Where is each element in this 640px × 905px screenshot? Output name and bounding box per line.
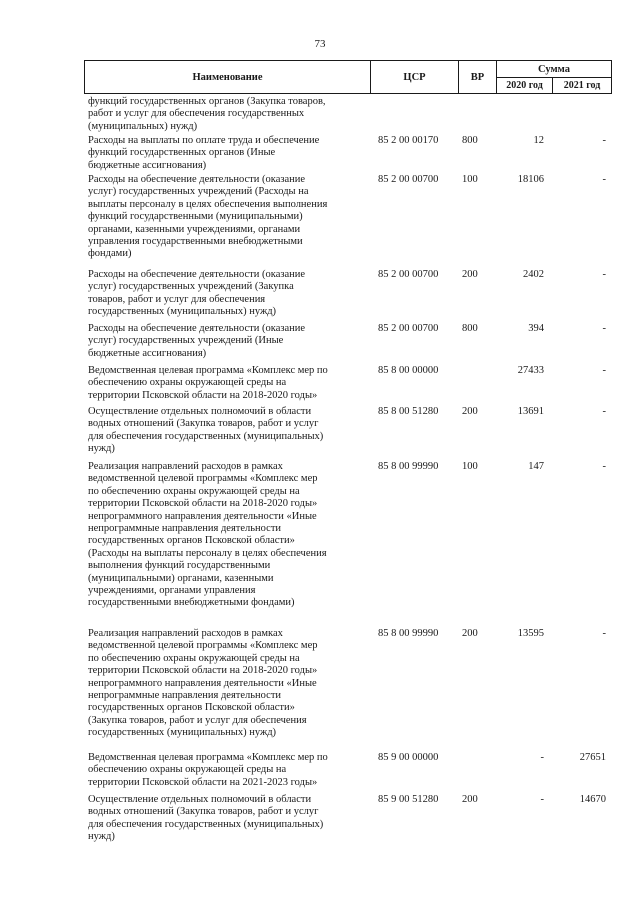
row-vr: 200 <box>462 628 478 639</box>
row-sum-2020: - <box>540 794 544 805</box>
header-sum: Сумма <box>497 61 611 78</box>
row-vr: 800 <box>462 323 478 334</box>
row-sum-2021: - <box>602 406 606 417</box>
row-vr: 100 <box>462 174 478 185</box>
row-csr: 85 8 00 00000 <box>378 365 439 376</box>
row-vr: 200 <box>462 794 478 805</box>
row-sum-2021: - <box>602 365 606 376</box>
row-name: Осуществление отдельных полномочий в области водных отношений (Закупка товаров, работ и услуг для обеспечения государственных (муниципальных) нужд) <box>88 406 324 455</box>
row-name: Расходы на обеспечение деятельности (оказание услуг) государственных учреждений (Расходы на выплаты персоналу в целях обеспечения выполнения функций государственными (муниципальными) органами, казенными учреждениями, органами управления государственными внебюджетными фондами) <box>88 174 328 260</box>
header-year-2020: 2020 год <box>497 78 553 93</box>
row-sum-2020: 18106 <box>517 174 544 185</box>
row-vr: 100 <box>462 461 478 472</box>
row-sum-2020: 27433 <box>517 365 544 376</box>
table-header <box>84 60 612 94</box>
row-sum-2021: 14670 <box>579 794 606 805</box>
row-csr: 85 2 00 00700 <box>378 269 439 280</box>
row-sum-2021: - <box>602 461 606 472</box>
row-sum-2020: 147 <box>528 461 544 472</box>
row-sum-2020: - <box>540 752 544 763</box>
row-sum-2021: - <box>602 135 606 146</box>
row-sum-2020: 394 <box>528 323 544 334</box>
row-csr: 85 9 00 00000 <box>378 752 439 763</box>
header-vr: ВР <box>459 61 497 93</box>
row-sum-2021: - <box>602 628 606 639</box>
row-sum-2021: 27651 <box>579 752 606 763</box>
row-sum-2020: 13691 <box>517 406 544 417</box>
row-name: функций государственных органов (Закупка товаров, работ и услуг для обеспечения государственных (муниципальных) нужд) <box>88 96 326 132</box>
header-year-2021: 2021 год <box>563 80 601 91</box>
row-name: Реализация направлений расходов в рамках ведомственной целевой программы «Комплекс мер по обеспечению охраны окружающей среды на территории Псковской области на 2018-2020 годы» непрограммного направления деятельности «Иные непрограммные направления деятельности государственных органов Псковской области» (Закупка товаров, работ и услуг для обеспечения государственных (муниципальных) нужд) <box>88 628 318 739</box>
row-csr: 85 2 00 00700 <box>378 323 439 334</box>
row-name: Расходы на выплаты по оплате труда и обеспечение функций государственных органов (Иные бюджетные ассигнования) <box>88 135 320 171</box>
row-sum-2021: - <box>602 174 606 185</box>
row-vr: 200 <box>462 269 478 280</box>
row-name: Расходы на обеспечение деятельности (оказание услуг) государственных учреждений (Иные бюджетные ассигнования) <box>88 323 306 359</box>
row-sum-2021: - <box>602 269 606 280</box>
row-name: Реализация направлений расходов в рамках ведомственной целевой программы «Комплекс мер по обеспечению охраны окружающей среды на территории Псковской области на 2018-2020 годы» непрограммного направления деятельности «Иные непрограммные направления деятельности государственных органов Псковской области» (Расходы на выплаты персоналу в целях обеспечения выполнения функций государственными (муниципальными) органами, казенными учреждениями, органами управления государственными внебюджетными фондами) <box>88 461 327 609</box>
row-csr: 85 8 00 51280 <box>378 406 439 417</box>
row-sum-2020: 12 <box>533 135 544 146</box>
header-csr: ЦСР <box>371 61 459 93</box>
page-number: 73 <box>314 38 326 50</box>
row-name: Осуществление отдельных полномочий в области водных отношений (Закупка товаров, работ и услуг для обеспечения государственных (муниципальных) нужд) <box>88 794 324 843</box>
row-csr: 85 2 00 00170 <box>378 135 439 146</box>
header-name: Наименование <box>85 61 371 93</box>
row-name: Ведомственная целевая программа «Комплекс мер по обеспечению охраны окружающей среды на территории Псковской области на 2021-2023 годы» <box>88 752 328 788</box>
row-vr: 800 <box>462 135 478 146</box>
row-csr: 85 9 00 51280 <box>378 794 439 805</box>
row-sum-2020: 2402 <box>523 269 544 280</box>
row-name: Расходы на обеспечение деятельности (оказание услуг) государственных учреждений (Закупка товаров, работ и услуг для обеспечения государственных (муниципальных) нужд) <box>88 269 306 318</box>
row-name: Ведомственная целевая программа «Комплекс мер по обеспечению охраны окружающей среды на территории Псковской области на 2018-2020 годы» <box>88 365 328 401</box>
row-sum-2020: 13595 <box>517 628 544 639</box>
row-vr: 200 <box>462 406 478 417</box>
row-csr: 85 8 00 99990 <box>378 628 439 639</box>
row-sum-2021: - <box>602 323 606 334</box>
row-csr: 85 2 00 00700 <box>378 174 439 185</box>
row-csr: 85 8 00 99990 <box>378 461 439 472</box>
